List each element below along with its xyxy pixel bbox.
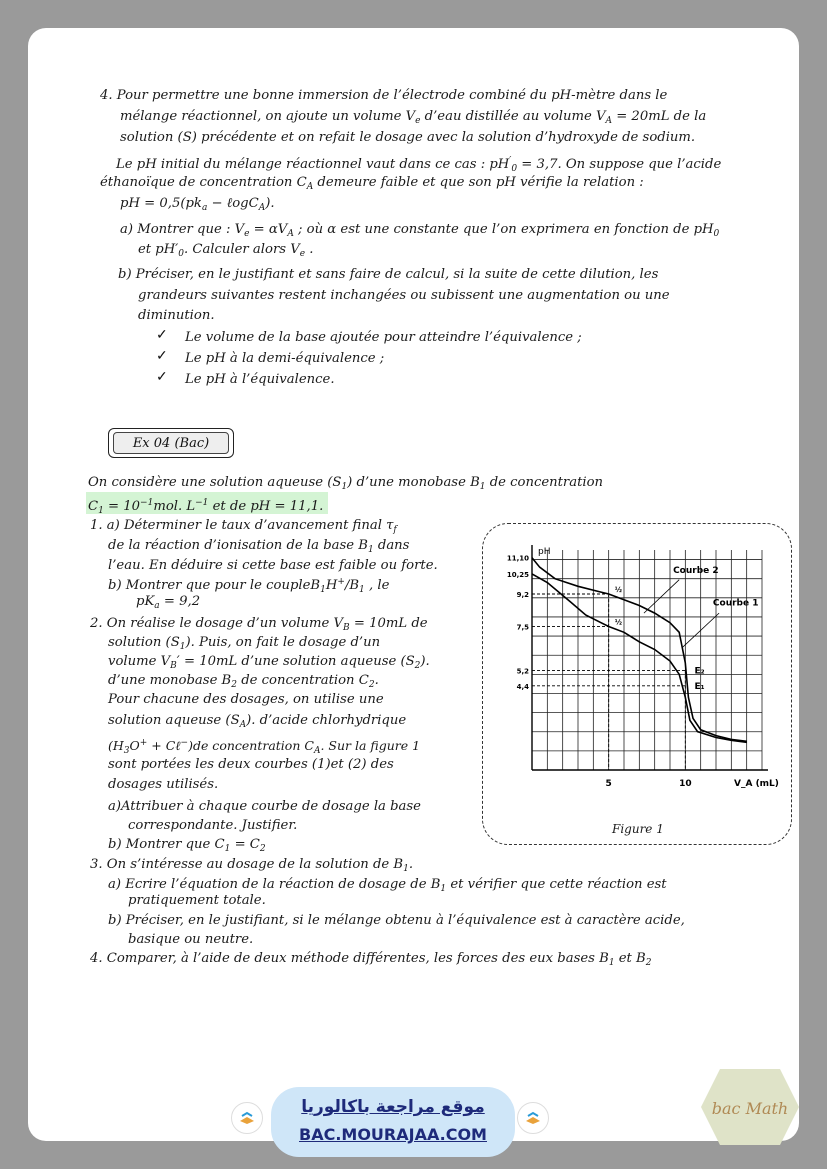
curve-1-label: Courbe 1 xyxy=(712,598,759,609)
bac-math-badge xyxy=(700,1067,800,1147)
check-item-3: Le pH à l’équivalence. xyxy=(185,372,335,387)
curve-2-label: Courbe 2 xyxy=(673,565,719,576)
ex04-intro-2: $C_1 = 10^{-1}mol$. $L^{-1}$ et de pH = 11,1. xyxy=(88,498,324,516)
q4a-line-2: et $pH'_0$. Calculer alors $V_e$ . xyxy=(138,242,314,259)
q4a-line-1: a) Montrer que : $V_e = \alpha V_A$ ; où α est une constante que l’on exprimera en fonction de $pH_0$ xyxy=(120,222,720,239)
ex04-q1b-2: $pK_a = 9,2$ xyxy=(136,594,201,611)
ex04-q2-4: d’une monobase $B_2$ de concentration $C_2$. xyxy=(108,673,379,690)
check-item-1: Le volume de la base ajoutée pour atteindre l’équivalence ; xyxy=(185,330,582,345)
q4-line-4: Le pH initial du mélange réactionnel vaut dans ce cas : $pH'_0 = 3,7$. On suppose que l’acide xyxy=(116,156,722,174)
y-tick-label: 9,2 xyxy=(516,591,529,599)
exercise-title-box xyxy=(108,428,234,458)
y-tick-label: 11,10 xyxy=(506,554,529,563)
ex04-q2-6: solution aqueuse $(S_A)$. d’acide chlorhydrique xyxy=(108,713,407,730)
book-logo-icon xyxy=(517,1102,549,1134)
footer-arabic-title[interactable]: موقع مراجعة باكالوريا xyxy=(301,1097,485,1117)
ex04-q3-1: 3. On s’intéresse au dosage de la solution de $B_1$. xyxy=(90,857,414,874)
ex04-q3a-2: pratiquement totale. xyxy=(128,893,266,908)
ex04-q2-3: volume $V_B' = 10mL$ d’une solution aqueuse $(S_2)$. xyxy=(108,654,430,671)
q4b-line-3: diminution. xyxy=(138,308,215,323)
x-tick-label: 5 xyxy=(605,779,612,789)
ex04-q2-1: 2. On réalise le dosage d’un volume $V_B = 10mL$ de xyxy=(90,616,428,633)
ex04-q1a-2: de la réaction d’ionisation de la base $B_1$ dans xyxy=(108,538,410,555)
ex04-intro-1: On considère une solution aqueuse $(S_1)$ d’une monobase $B_1$ de concentration xyxy=(88,475,604,492)
check-icon: ✓ xyxy=(156,369,168,385)
ex04-q3b-1: b) Préciser, en le justifiant, si le mélange obtenu à l’équivalence est à caractère acide, xyxy=(108,913,685,928)
q4-line-2: mélange réactionnel, on ajoute un volume $V_e$ d’eau distillée au volume $V_A = 20mL$ de la xyxy=(120,109,707,126)
ex04-q3a-1: a) Ecrire l’équation de la réaction de dosage de $B_1$ et vérifier que cette réaction est xyxy=(108,877,667,894)
ex04-q2-7: ($H_3O^+$ + Cℓ−)de concentration $C_A$. Sur la figure 1 xyxy=(108,738,421,756)
check-item-2: Le pH à la demi-équivalence ; xyxy=(185,351,385,366)
ex04-q2a-2: correspondante. Justifier. xyxy=(128,818,298,833)
ex04-q4: 4. Comparer, à l’aide de deux méthode différentes, les forces des eux bases $B_1$ et $B_2$ xyxy=(90,951,652,968)
ex04-q2a-1: a)Attribuer à chaque courbe de dosage la base xyxy=(108,799,421,814)
ex04-q2-9: dosages utilisés. xyxy=(108,777,219,792)
q4b-line-1: b) Préciser, en le justifiant et sans faire de calcul, si la suite de cette dilution, les xyxy=(118,267,659,282)
ex04-q2-8: sont portées les deux courbes (1)et (2) des xyxy=(108,757,394,772)
ex04-q2-2: solution $(S_1)$. Puis, on fait le dosage d’un xyxy=(108,635,381,652)
ex04-q2b: b) Montrer que $C_1 = C_2$ xyxy=(108,837,266,854)
y-axis-label: pH xyxy=(538,547,551,557)
svg-text:bac Math: bac Math xyxy=(711,1099,789,1118)
y-tick-label: 10,25 xyxy=(506,570,529,579)
y-tick-label: 7,5 xyxy=(516,623,529,632)
ex04-q2-5: Pour chacune des dosages, on utilise une xyxy=(108,692,384,707)
half-eq-label: ½ xyxy=(614,586,623,595)
half-eq-label: ½ xyxy=(614,618,623,627)
e1-label: E₁ xyxy=(694,681,705,692)
x-tick-label: 10 xyxy=(679,779,692,789)
ex04-q1a-1: 1. a) Déterminer le taux d’avancement final $\tau_f$ xyxy=(90,518,397,535)
ex04-q1a-3: l’eau. En déduire si cette base est faible ou forte. xyxy=(108,558,438,573)
e2-label: E₂ xyxy=(694,666,705,677)
q4-line-3: solution (S) précédente et on refait le dosage avec la solution d’hydroxyde de sodium. xyxy=(120,130,696,145)
curve-2-pointer xyxy=(644,580,679,613)
book-logo-icon xyxy=(231,1102,263,1134)
check-icon: ✓ xyxy=(156,327,168,343)
q4-relation: pH = $0,5(pk_a$ − ℓogC$_A$). xyxy=(120,196,275,213)
x-axis-label: V_A (mL) xyxy=(734,779,779,789)
figure-caption: Figure 1 xyxy=(612,822,664,836)
titration-chart xyxy=(490,535,790,835)
q4b-line-2: grandeurs suivantes restent inchangées ou subissent une augmentation ou une xyxy=(138,288,670,303)
footer-site-link[interactable]: BAC.MOURAJAA.COM xyxy=(299,1125,487,1144)
y-tick-label: 5,2 xyxy=(516,667,529,676)
exercise-title: Ex 04 (Bac) xyxy=(113,432,229,454)
q4-line-1: 4. Pour permettre une bonne immersion de l’électrode combiné du pH-mètre dans le xyxy=(100,88,668,103)
ex04-q1b-1: b) Montrer que pour le $coupleB_1H^+/B_1$ , le xyxy=(108,577,390,595)
check-icon: ✓ xyxy=(156,348,168,364)
y-tick-label: 4,4 xyxy=(516,682,529,691)
ex04-q3b-2: basique ou neutre. xyxy=(128,932,254,947)
q4-line-5: éthanoïque de concentration $C_A$ demeure faible et que son pH vérifie la relation : xyxy=(100,175,644,192)
